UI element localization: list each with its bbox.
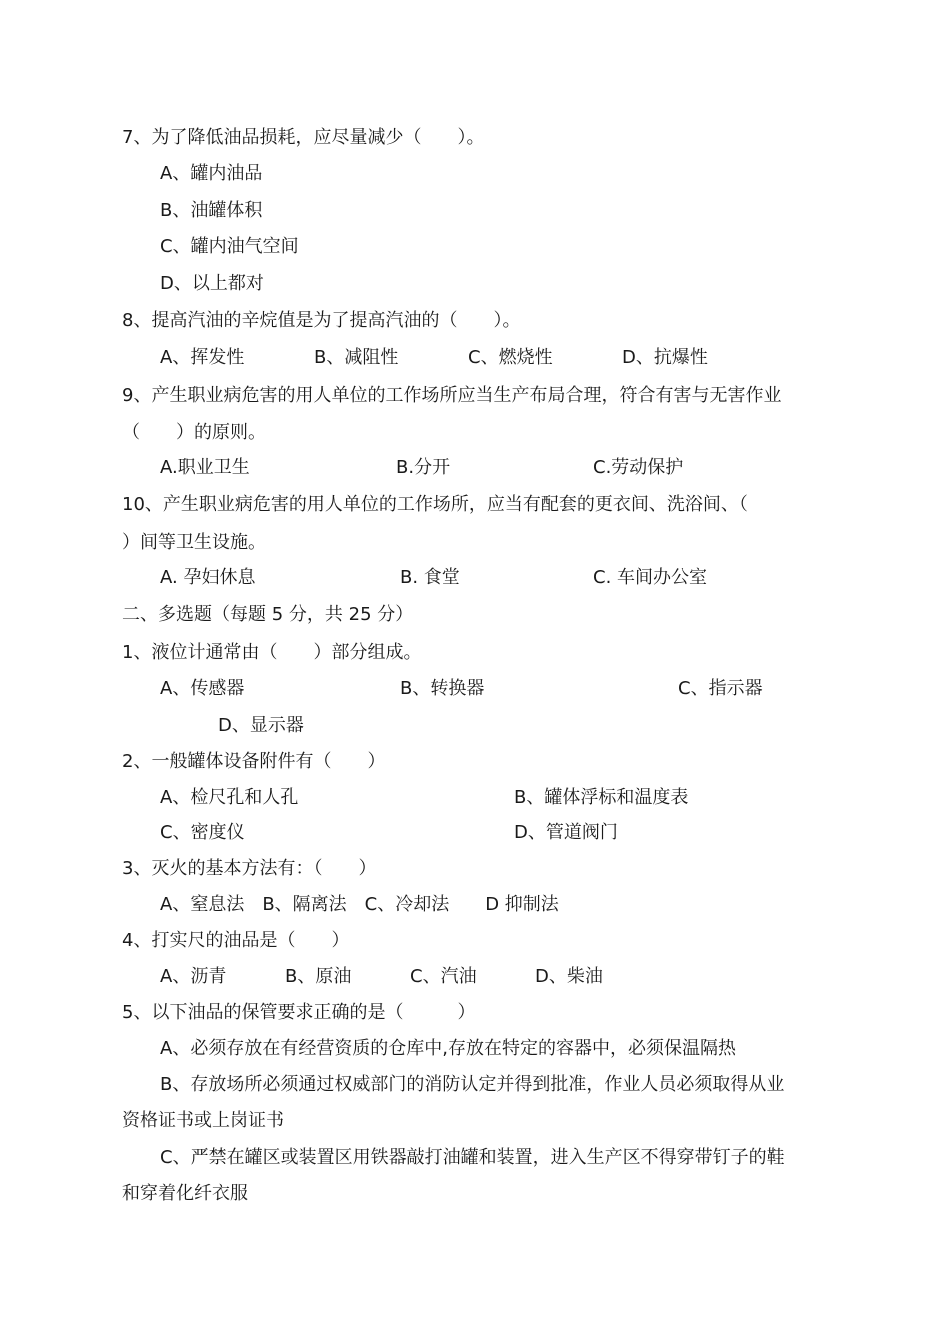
question-9-option-c: C.劳动保护 [593, 457, 684, 478]
multi-1-option-a: A、传感器 [160, 678, 245, 699]
multi-1-stem: 1、液位计通常由（ ）部分组成。 [122, 642, 422, 663]
multi-5-option-a: A、必须存放在有经营资质的仓库中,存放在特定的容器中，必须保温隔热 [160, 1038, 737, 1059]
multi-5-option-c-line2: 和穿着化纤衣服 [122, 1183, 248, 1204]
multi-2-option-b: B、罐体浮标和温度表 [514, 787, 689, 808]
multi-4-option-a: A、沥青 [160, 966, 227, 987]
question-7-option-a: A、罐内油品 [160, 163, 263, 184]
multi-1-option-c: C、指示器 [678, 678, 763, 699]
question-8-option-b: B、减阻性 [314, 347, 399, 368]
question-9-option-b: B.分开 [396, 457, 451, 478]
multi-5-option-b-line1: B、存放场所必须通过权威部门的消防认定并得到批准，作业人员必须取得从业 [160, 1074, 785, 1095]
question-8-stem: 8、提高汽油的辛烷值是为了提高汽油的（ ）。 [122, 310, 521, 331]
multi-3-options: A、窒息法 B、隔离法 C、冷却法 D 抑制法 [160, 894, 559, 915]
multi-5-option-b-line2: 资格证书或上岗证书 [122, 1110, 284, 1131]
question-8-option-c: C、燃烧性 [468, 347, 553, 368]
question-9-stem-line1: 9、产生职业病危害的用人单位的工作场所应当生产布局合理，符合有害与无害作业 [122, 385, 782, 406]
question-7-stem: 7、为了降低油品损耗，应尽量减少（ ）。 [122, 127, 485, 148]
question-9-stem-line2: （ ）的原则。 [122, 422, 266, 443]
question-10-stem-line2: ）间等卫生设施。 [122, 532, 266, 553]
question-7-option-c: C、罐内油气空间 [160, 236, 299, 257]
multi-4-option-b: B、原油 [285, 966, 352, 987]
multi-5-stem: 5、以下油品的保管要求正确的是（ ） [122, 1002, 476, 1023]
multi-4-stem: 4、打实尺的油品是（ ） [122, 930, 350, 951]
question-8-option-d: D、抗爆性 [622, 347, 708, 368]
multi-2-option-c: C、密度仪 [160, 822, 245, 843]
question-10-option-c: C. 车间办公室 [593, 567, 708, 588]
question-7-option-b: B、油罐体积 [160, 200, 263, 221]
question-10-stem-line1: 10、产生职业病危害的用人单位的工作场所，应当有配套的更衣间、洗浴间、（ [122, 494, 748, 515]
question-7-option-d: D、以上都对 [160, 273, 264, 294]
multi-2-option-a: A、检尺孔和人孔 [160, 787, 299, 808]
multi-4-option-d: D、柴油 [535, 966, 603, 987]
question-9-option-a: A.职业卫生 [160, 457, 250, 478]
multi-4-option-c: C、汽油 [410, 966, 477, 987]
multi-1-option-b: B、转换器 [400, 678, 485, 699]
multi-3-stem: 3、灭火的基本方法有：（ ） [122, 858, 377, 879]
question-8-option-a: A、挥发性 [160, 347, 245, 368]
multi-5-option-c-line1: C、严禁在罐区或装置区用铁器敲打油罐和装置，进入生产区不得穿带钉子的鞋 [160, 1147, 785, 1168]
question-10-option-b: B. 食堂 [400, 567, 460, 588]
section-2-title: 二、多选题（每题 5 分，共 25 分） [122, 604, 414, 625]
multi-2-option-d: D、管道阀门 [514, 822, 618, 843]
multi-1-option-d: D、显示器 [218, 715, 304, 736]
multi-2-stem: 2、一般罐体设备附件有（ ） [122, 751, 386, 772]
question-10-option-a: A. 孕妇休息 [160, 567, 256, 588]
